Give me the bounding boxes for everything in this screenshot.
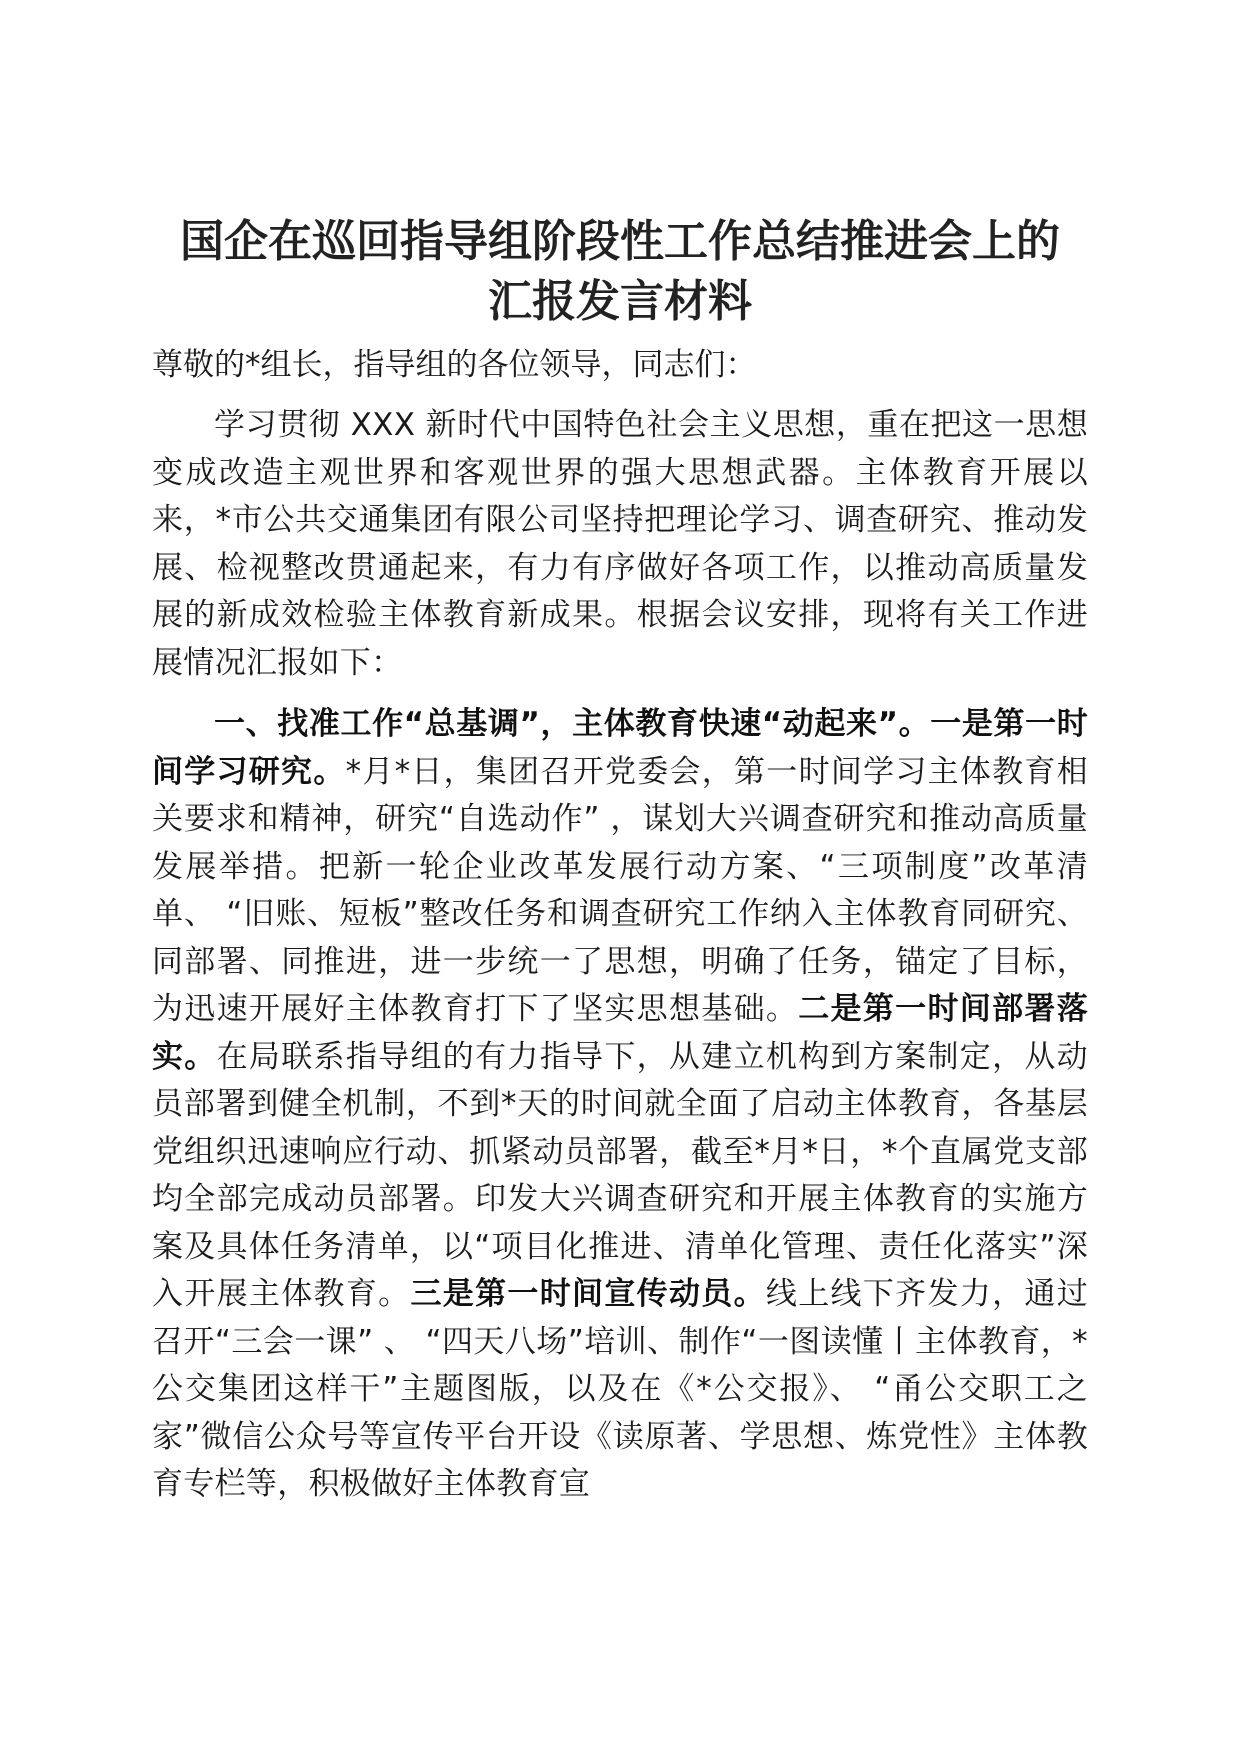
point-3-text: 线上线下齐发力，通过召开“三会一课” 、 “四天八场”培训、制作“一图读懂丨主体教育，*公交集团这样干”主题图版，以及在《*公交报》、 “甬公交职工之家”微信公众号等宣传平台开设《读原著、学思想、炼党性》主体教育专栏等，积极做好主体教育宣 xyxy=(152,1276,1088,1502)
document-page xyxy=(152,212,1088,1509)
title-line-1: 国企在巡回指导组阶段性工作总结推进会上的 xyxy=(180,216,1060,267)
intro-paragraph: 学习贯彻 XXX 新时代中国特色社会主义思想，重在把这一思想变成改造主观世界和客观世界的强大思想武器。主体教育开展以来，*市公共交通集团有限公司坚持把理论学习、调查研究、推动发展、检视整改贯通起来，有力有序做好各项工作，以推动高质量发展的新成效检验主体教育新成果。根据会议安排，现将有关工作进展情况汇报如下： xyxy=(152,407,1088,681)
point-2-title: 二是第一时间部署落实。 xyxy=(152,991,1089,1075)
title-line-2: 汇报发言材料 xyxy=(488,276,752,327)
point-1-text: *月*日，集团召开党委会，第一时间学习主体教育相关要求和精神，研究“自选动作” ，谋划大兴调查研究和推动高质量发展举措。把新一轮企业改革发展行动方案、“三项制度”改革清单、 “旧账、短板”整改任务和调查研究工作纳入主体教育同研究、同部署、同推进，进一步统一了思想，明确了任务，锚定了目标，为迅速开展好主体教育打下了坚实思想基础。 xyxy=(152,753,1088,1027)
point-1-title: 一是第一时间学习研究。 xyxy=(152,706,1088,790)
point-2-text: 在局联系指导组的有力指导下，从建立机构到方案制定，从动员部署到健全机制，不到*天的时间就全面了启动主体教育，各基层党组织迅速响应行动、抓紧动员部署，截至*月*日，*个直属党支部均全部完成动员部署。印发大兴调查研究和开展主体教育的实施方案及具体任务清单，以“项目化推进、清单化管理、责任化落实”深入开展主体教育。 xyxy=(152,1038,1088,1312)
document-title xyxy=(152,212,1088,332)
salutation: 尊敬的*组长，指导组的各位领导，同志们： xyxy=(152,347,757,383)
section-1-heading: 一、找准工作“总基调”，主体教育快速“动起来”。 xyxy=(214,706,931,742)
point-3-title: 三是第一时间宣传动员。 xyxy=(410,1276,766,1312)
section-1-paragraph xyxy=(152,701,1088,1509)
